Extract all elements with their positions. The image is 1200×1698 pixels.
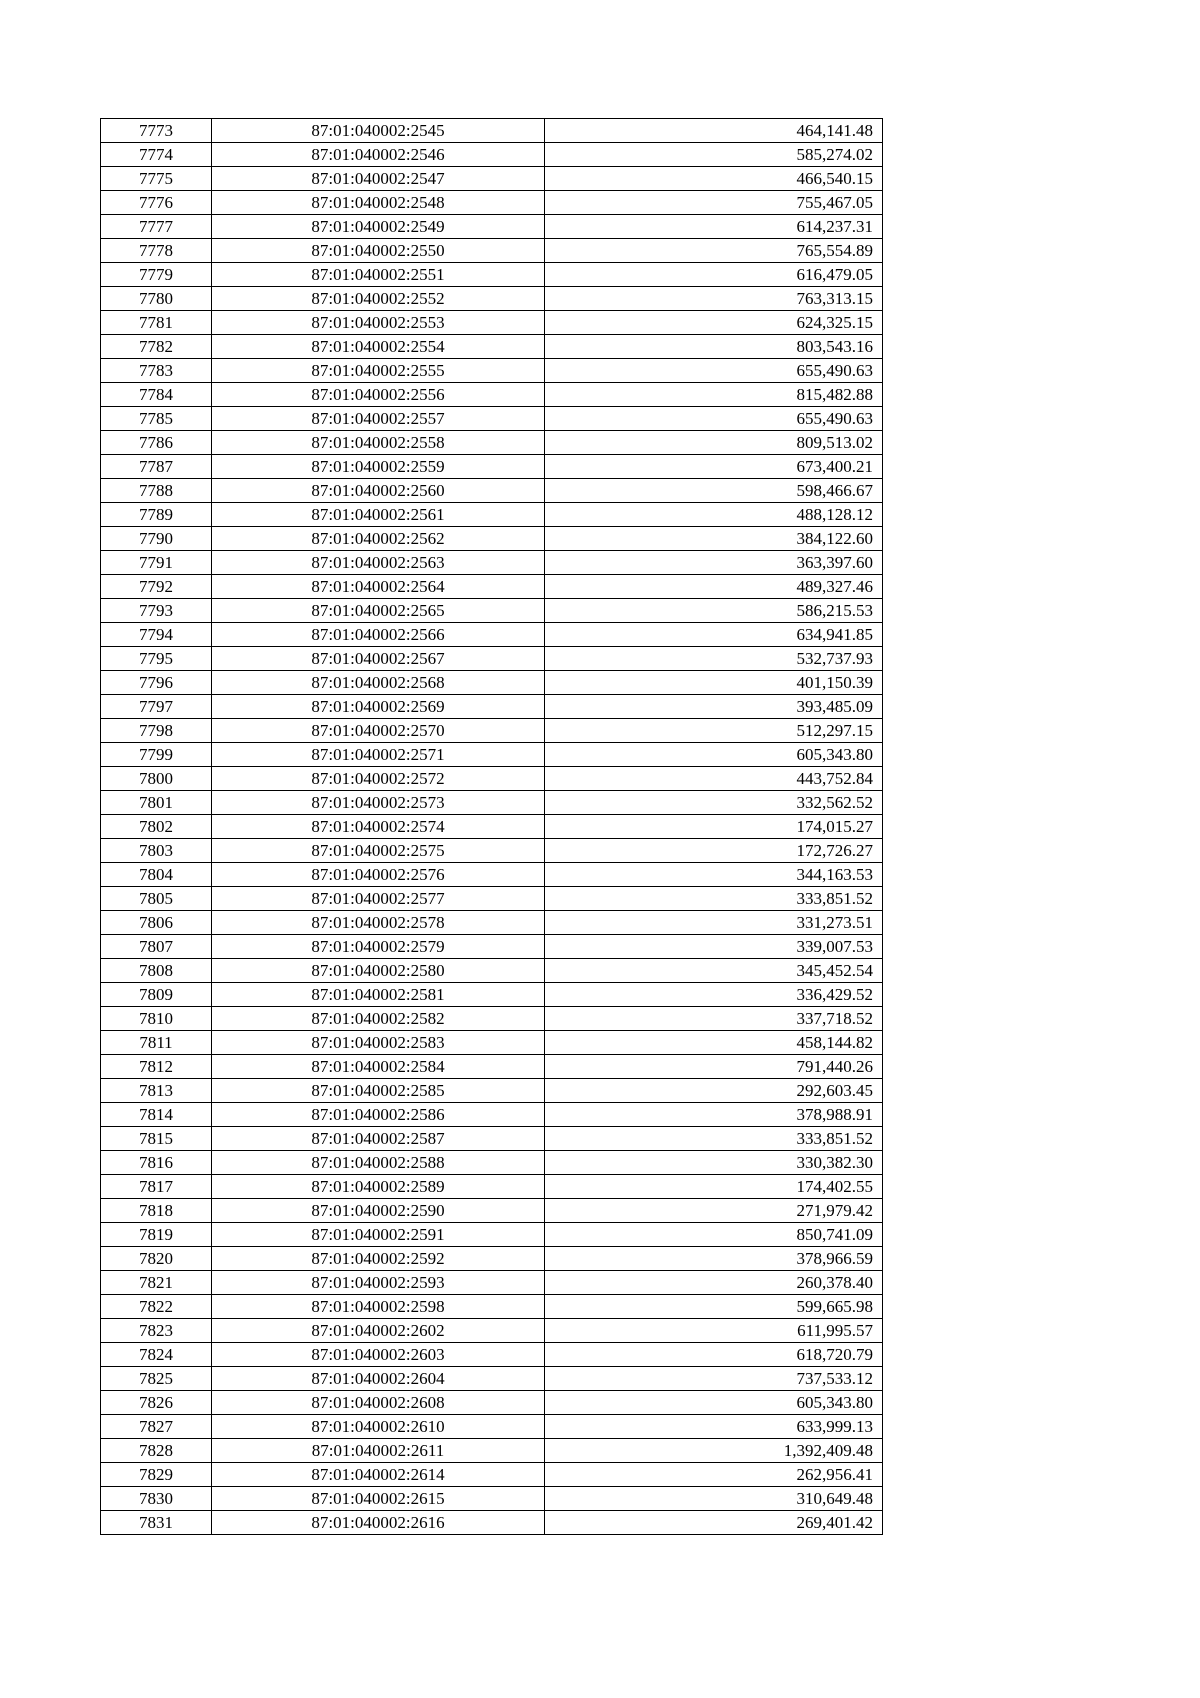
table-row [101,815,883,839]
table-row [101,671,883,695]
value-cell: 172,726.27 [545,839,883,863]
cadastral-number-cell: 87:01:040002:2577 [212,887,545,911]
value-cell: 655,490.63 [545,407,883,431]
row-number-cell: 7776 [101,191,212,215]
cadastral-number-cell: 87:01:040002:2576 [212,863,545,887]
table-row [101,119,883,143]
cadastral-number-cell: 87:01:040002:2574 [212,815,545,839]
table-row [101,1223,883,1247]
table-row [101,1463,883,1487]
cadastral-number-cell: 87:01:040002:2579 [212,935,545,959]
row-number-cell: 7792 [101,575,212,599]
cadastral-number-cell: 87:01:040002:2566 [212,623,545,647]
cadastral-number-cell: 87:01:040002:2572 [212,767,545,791]
row-number-cell: 7811 [101,1031,212,1055]
value-cell: 755,467.05 [545,191,883,215]
table-row [101,1271,883,1295]
value-cell: 1,392,409.48 [545,1439,883,1463]
table-row [101,1487,883,1511]
value-cell: 269,401.42 [545,1511,883,1535]
row-number-cell: 7801 [101,791,212,815]
value-cell: 458,144.82 [545,1031,883,1055]
table-row [101,1391,883,1415]
table-row [101,911,883,935]
table-row [101,335,883,359]
value-cell: 655,490.63 [545,359,883,383]
table-row [101,1103,883,1127]
cadastral-number-cell: 87:01:040002:2551 [212,263,545,287]
row-number-cell: 7779 [101,263,212,287]
row-number-cell: 7778 [101,239,212,263]
value-cell: 401,150.39 [545,671,883,695]
table-row [101,839,883,863]
row-number-cell: 7812 [101,1055,212,1079]
row-number-cell: 7830 [101,1487,212,1511]
value-cell: 737,533.12 [545,1367,883,1391]
cadastral-number-cell: 87:01:040002:2571 [212,743,545,767]
table-row [101,1175,883,1199]
cadastral-number-cell: 87:01:040002:2580 [212,959,545,983]
table-row [101,743,883,767]
value-cell: 633,999.13 [545,1415,883,1439]
cadastral-number-cell: 87:01:040002:2589 [212,1175,545,1199]
row-number-cell: 7785 [101,407,212,431]
cadastral-number-cell: 87:01:040002:2573 [212,791,545,815]
value-cell: 598,466.67 [545,479,883,503]
cadastral-number-cell: 87:01:040002:2546 [212,143,545,167]
table-row [101,455,883,479]
cadastral-number-cell: 87:01:040002:2588 [212,1151,545,1175]
table-row [101,407,883,431]
row-number-cell: 7815 [101,1127,212,1151]
value-cell: 618,720.79 [545,1343,883,1367]
table-row [101,527,883,551]
value-cell: 464,141.48 [545,119,883,143]
value-cell: 586,215.53 [545,599,883,623]
table-row [101,575,883,599]
row-number-cell: 7788 [101,479,212,503]
row-number-cell: 7813 [101,1079,212,1103]
table-row [101,215,883,239]
cadastral-number-cell: 87:01:040002:2554 [212,335,545,359]
cadastral-number-cell: 87:01:040002:2570 [212,719,545,743]
value-cell: 260,378.40 [545,1271,883,1295]
cadastral-number-cell: 87:01:040002:2547 [212,167,545,191]
table-row [101,311,883,335]
value-cell: 174,015.27 [545,815,883,839]
table-row [101,1367,883,1391]
cadastral-number-cell: 87:01:040002:2556 [212,383,545,407]
value-cell: 763,313.15 [545,287,883,311]
cadastral-number-cell: 87:01:040002:2553 [212,311,545,335]
table-row [101,791,883,815]
cadastral-number-cell: 87:01:040002:2560 [212,479,545,503]
value-cell: 378,966.59 [545,1247,883,1271]
row-number-cell: 7822 [101,1295,212,1319]
row-number-cell: 7789 [101,503,212,527]
row-number-cell: 7808 [101,959,212,983]
table-row [101,1511,883,1535]
row-number-cell: 7791 [101,551,212,575]
table-row [101,623,883,647]
row-number-cell: 7795 [101,647,212,671]
table-row [101,1415,883,1439]
table-body [101,119,883,1535]
cadastral-number-cell: 87:01:040002:2568 [212,671,545,695]
cadastral-number-cell: 87:01:040002:2583 [212,1031,545,1055]
cadastral-number-cell: 87:01:040002:2562 [212,527,545,551]
row-number-cell: 7805 [101,887,212,911]
cadastral-number-cell: 87:01:040002:2581 [212,983,545,1007]
table-row [101,359,883,383]
table-row [101,647,883,671]
row-number-cell: 7816 [101,1151,212,1175]
cadastral-number-cell: 87:01:040002:2559 [212,455,545,479]
cadastral-number-cell: 87:01:040002:2557 [212,407,545,431]
table-row [101,287,883,311]
cadastral-number-cell: 87:01:040002:2575 [212,839,545,863]
row-number-cell: 7802 [101,815,212,839]
value-cell: 489,327.46 [545,575,883,599]
row-number-cell: 7831 [101,1511,212,1535]
cadastral-number-cell: 87:01:040002:2561 [212,503,545,527]
table-row [101,935,883,959]
row-number-cell: 7827 [101,1415,212,1439]
table-row [101,1439,883,1463]
cadastral-number-cell: 87:01:040002:2590 [212,1199,545,1223]
cadastral-number-cell: 87:01:040002:2584 [212,1055,545,1079]
table-row [101,1007,883,1031]
cadastral-number-cell: 87:01:040002:2578 [212,911,545,935]
value-cell: 363,397.60 [545,551,883,575]
value-cell: 393,485.09 [545,695,883,719]
cadastral-number-cell: 87:01:040002:2615 [212,1487,545,1511]
cadastral-number-cell: 87:01:040002:2563 [212,551,545,575]
table-row [101,887,883,911]
cadastral-number-cell: 87:01:040002:2598 [212,1295,545,1319]
cadastral-number-cell: 87:01:040002:2616 [212,1511,545,1535]
table-row [101,599,883,623]
row-number-cell: 7806 [101,911,212,935]
cadastral-number-cell: 87:01:040002:2567 [212,647,545,671]
cadastral-number-cell: 87:01:040002:2564 [212,575,545,599]
table-row [101,767,883,791]
row-number-cell: 7814 [101,1103,212,1127]
table-row [101,503,883,527]
value-cell: 262,956.41 [545,1463,883,1487]
row-number-cell: 7787 [101,455,212,479]
row-number-cell: 7799 [101,743,212,767]
table-row [101,1319,883,1343]
row-number-cell: 7826 [101,1391,212,1415]
row-number-cell: 7775 [101,167,212,191]
value-cell: 339,007.53 [545,935,883,959]
cadastral-number-cell: 87:01:040002:2555 [212,359,545,383]
value-cell: 815,482.88 [545,383,883,407]
row-number-cell: 7818 [101,1199,212,1223]
row-number-cell: 7829 [101,1463,212,1487]
value-cell: 333,851.52 [545,887,883,911]
table-row [101,1247,883,1271]
value-cell: 443,752.84 [545,767,883,791]
value-cell: 344,163.53 [545,863,883,887]
row-number-cell: 7823 [101,1319,212,1343]
value-cell: 809,513.02 [545,431,883,455]
table-row [101,431,883,455]
row-number-cell: 7796 [101,671,212,695]
table-row [101,1343,883,1367]
row-number-cell: 7810 [101,1007,212,1031]
value-cell: 336,429.52 [545,983,883,1007]
table-row [101,1055,883,1079]
row-number-cell: 7782 [101,335,212,359]
table-row [101,479,883,503]
value-cell: 532,737.93 [545,647,883,671]
table-row [101,1199,883,1223]
row-number-cell: 7784 [101,383,212,407]
cadastral-number-cell: 87:01:040002:2614 [212,1463,545,1487]
value-cell: 310,649.48 [545,1487,883,1511]
row-number-cell: 7794 [101,623,212,647]
row-number-cell: 7774 [101,143,212,167]
cadastral-number-cell: 87:01:040002:2550 [212,239,545,263]
row-number-cell: 7820 [101,1247,212,1271]
table-row [101,1151,883,1175]
value-cell: 332,562.52 [545,791,883,815]
value-cell: 466,540.15 [545,167,883,191]
table-row [101,1031,883,1055]
value-cell: 585,274.02 [545,143,883,167]
row-number-cell: 7824 [101,1343,212,1367]
row-number-cell: 7819 [101,1223,212,1247]
value-cell: 345,452.54 [545,959,883,983]
value-cell: 512,297.15 [545,719,883,743]
row-number-cell: 7781 [101,311,212,335]
cadastral-number-cell: 87:01:040002:2582 [212,1007,545,1031]
row-number-cell: 7817 [101,1175,212,1199]
row-number-cell: 7809 [101,983,212,1007]
value-cell: 331,273.51 [545,911,883,935]
cadastral-number-cell: 87:01:040002:2603 [212,1343,545,1367]
cadastral-number-cell: 87:01:040002:2569 [212,695,545,719]
cadastral-number-cell: 87:01:040002:2602 [212,1319,545,1343]
row-number-cell: 7800 [101,767,212,791]
table-row [101,983,883,1007]
value-cell: 605,343.80 [545,1391,883,1415]
value-cell: 599,665.98 [545,1295,883,1319]
cadastral-number-cell: 87:01:040002:2549 [212,215,545,239]
row-number-cell: 7807 [101,935,212,959]
cadastral-number-cell: 87:01:040002:2585 [212,1079,545,1103]
cadastral-number-cell: 87:01:040002:2587 [212,1127,545,1151]
value-cell: 803,543.16 [545,335,883,359]
value-cell: 850,741.09 [545,1223,883,1247]
cadastral-number-cell: 87:01:040002:2586 [212,1103,545,1127]
table-row [101,695,883,719]
value-cell: 673,400.21 [545,455,883,479]
value-cell: 634,941.85 [545,623,883,647]
row-number-cell: 7773 [101,119,212,143]
cadastral-number-cell: 87:01:040002:2552 [212,287,545,311]
table-row [101,1295,883,1319]
table-row [101,863,883,887]
row-number-cell: 7780 [101,287,212,311]
cadastral-number-cell: 87:01:040002:2591 [212,1223,545,1247]
cadastral-number-cell: 87:01:040002:2604 [212,1367,545,1391]
value-cell: 791,440.26 [545,1055,883,1079]
table-row [101,1079,883,1103]
row-number-cell: 7793 [101,599,212,623]
row-number-cell: 7804 [101,863,212,887]
value-cell: 333,851.52 [545,1127,883,1151]
cadastral-number-cell: 87:01:040002:2558 [212,431,545,455]
row-number-cell: 7828 [101,1439,212,1463]
cadastral-number-cell: 87:01:040002:2610 [212,1415,545,1439]
row-number-cell: 7803 [101,839,212,863]
table-row [101,191,883,215]
value-cell: 384,122.60 [545,527,883,551]
value-cell: 605,343.80 [545,743,883,767]
cadastral-value-table [100,118,883,1535]
cadastral-number-cell: 87:01:040002:2592 [212,1247,545,1271]
table-row [101,263,883,287]
row-number-cell: 7783 [101,359,212,383]
table-row [101,719,883,743]
value-cell: 611,995.57 [545,1319,883,1343]
row-number-cell: 7798 [101,719,212,743]
value-cell: 271,979.42 [545,1199,883,1223]
value-cell: 378,988.91 [545,1103,883,1127]
row-number-cell: 7797 [101,695,212,719]
cadastral-number-cell: 87:01:040002:2611 [212,1439,545,1463]
table-row [101,383,883,407]
table-row [101,239,883,263]
value-cell: 292,603.45 [545,1079,883,1103]
value-cell: 765,554.89 [545,239,883,263]
table-row [101,551,883,575]
cadastral-number-cell: 87:01:040002:2545 [212,119,545,143]
value-cell: 616,479.05 [545,263,883,287]
row-number-cell: 7825 [101,1367,212,1391]
table-row [101,143,883,167]
cadastral-number-cell: 87:01:040002:2565 [212,599,545,623]
table-row [101,1127,883,1151]
cadastral-number-cell: 87:01:040002:2548 [212,191,545,215]
value-cell: 337,718.52 [545,1007,883,1031]
value-cell: 614,237.31 [545,215,883,239]
row-number-cell: 7786 [101,431,212,455]
row-number-cell: 7777 [101,215,212,239]
value-cell: 330,382.30 [545,1151,883,1175]
row-number-cell: 7821 [101,1271,212,1295]
value-cell: 488,128.12 [545,503,883,527]
cadastral-number-cell: 87:01:040002:2608 [212,1391,545,1415]
table-row [101,959,883,983]
table-row [101,167,883,191]
row-number-cell: 7790 [101,527,212,551]
value-cell: 624,325.15 [545,311,883,335]
value-cell: 174,402.55 [545,1175,883,1199]
cadastral-number-cell: 87:01:040002:2593 [212,1271,545,1295]
